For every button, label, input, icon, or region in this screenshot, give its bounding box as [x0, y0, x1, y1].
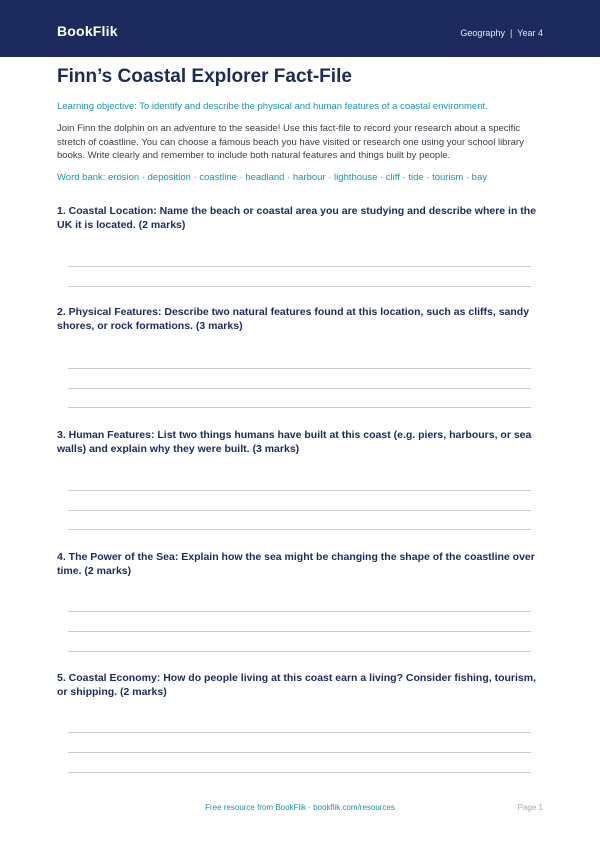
question-4 — [57, 550, 544, 578]
worksheet-intro — [57, 65, 544, 184]
question-5 — [57, 671, 544, 699]
answer-line[interactable] — [68, 388, 531, 389]
page-number: Page 1 — [517, 803, 543, 812]
year-label: Year 4 — [517, 28, 543, 38]
header-meta — [460, 28, 543, 38]
answer-line[interactable] — [68, 772, 531, 773]
answer-line[interactable] — [68, 732, 531, 733]
answer-line[interactable] — [68, 490, 531, 491]
meta-separator: | — [509, 28, 513, 38]
question-3 — [57, 428, 544, 456]
answer-line[interactable] — [68, 651, 531, 652]
subject-label: Geography — [460, 28, 505, 38]
answer-line[interactable] — [68, 286, 531, 287]
question-text: 3. Human Features: List two things humans have built at this coast (e.g. piers, harbours, or sea walls) and explain why they were built. (3 marks) — [57, 429, 532, 455]
brand-logo[interactable]: BookFlik — [57, 23, 118, 39]
question-text: 1. Coastal Location: Name the beach or coastal area you are studying and describe where in the UK it is located. (2 marks) — [57, 205, 537, 231]
answer-line[interactable] — [68, 752, 531, 753]
question-text: 5. Coastal Economy: How do people living at this coast earn a living? Consider fishing, tourism, or shipping. (2 marks) — [57, 672, 536, 698]
question-2 — [57, 305, 544, 333]
question-text: 2. Physical Features: Describe two natural features found at this location, such as cliffs, sandy shores, or rock formations. (3 marks) — [57, 306, 530, 332]
answer-line[interactable] — [68, 266, 531, 267]
answer-line[interactable] — [68, 407, 531, 408]
footer-resource-link[interactable]: Free resource from BookFlik · bookflik.com/resources — [205, 803, 395, 812]
intro-paragraph: Join Finn the dolphin on an adventure to the seaside! Use this fact-file to record your research about a specific stretch of coastline. You can choose a famous beach you have visited or research one using your school library books. Write clearly and remember to include both natural features and things built by people. — [57, 123, 524, 161]
word-bank: Word bank: erosion · deposition · coastline · headland · harbour · lighthouse · cliff · tide · tourism · bay — [57, 171, 487, 183]
footer — [0, 803, 600, 817]
answer-line[interactable] — [68, 529, 531, 530]
answer-line[interactable] — [68, 368, 531, 369]
question-1 — [57, 204, 544, 232]
page-title: Finn’s Coastal Explorer Fact-File — [57, 66, 352, 87]
question-text: 4. The Power of the Sea: Explain how the sea might be changing the shape of the coastline over time. (2 marks) — [57, 551, 535, 577]
answer-line[interactable] — [68, 611, 531, 612]
header-bar — [0, 0, 600, 57]
learning-objective: Learning objective: To identify and describe the physical and human features of a coastal environment. — [57, 101, 488, 112]
answer-line[interactable] — [68, 510, 531, 511]
answer-line[interactable] — [68, 631, 531, 632]
